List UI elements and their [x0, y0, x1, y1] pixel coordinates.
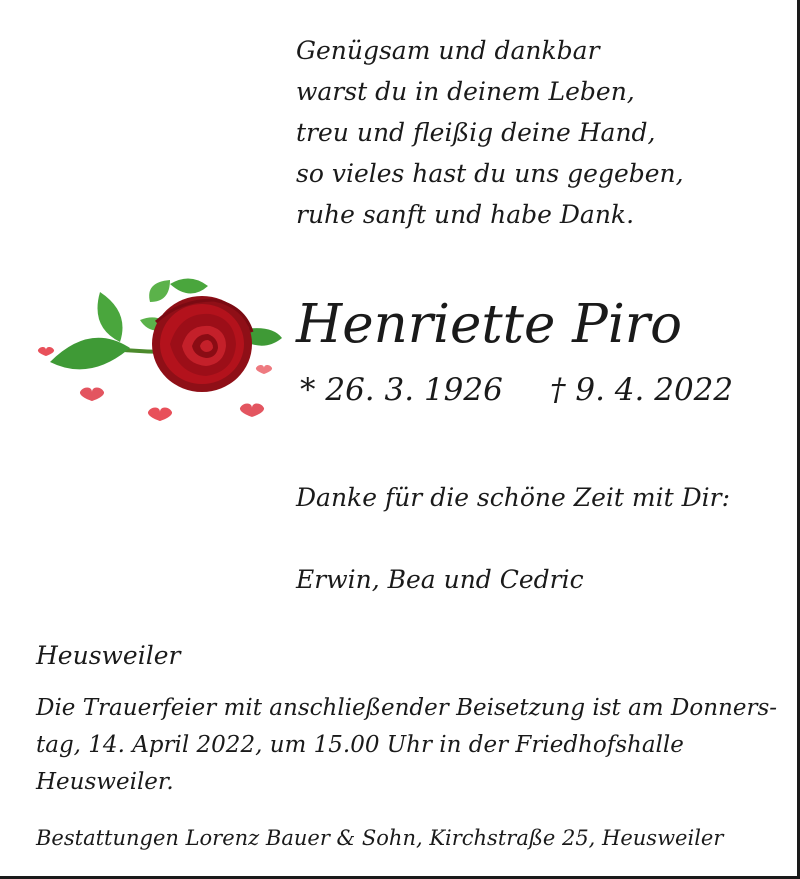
- heart-icon: [80, 388, 104, 402]
- poem-line: warst du in deinem Leben,: [296, 77, 635, 106]
- ceremony-line: Heusweiler.: [36, 769, 174, 795]
- place-name: Heusweiler: [36, 641, 181, 670]
- heart-icon: [38, 347, 54, 356]
- leaf: [149, 280, 170, 302]
- poem-line: treu und fleißig deine Hand,: [296, 118, 656, 147]
- life-dates: [300, 368, 733, 412]
- memorial-poem: [296, 30, 684, 235]
- birth-date: * 26. 3. 1926: [300, 372, 503, 408]
- ceremony-line: Die Trauerfeier mit anschließender Beisetzung ist am Donners-: [36, 695, 778, 721]
- leaf: [98, 292, 123, 342]
- leaf: [170, 278, 208, 293]
- undertaker-line: Bestattungen Lorenz Bauer & Sohn, Kirchstraße 25, Heusweiler: [36, 826, 724, 850]
- poem-line: so vieles hast du uns gegeben,: [296, 159, 684, 188]
- heart-icon: [256, 365, 272, 374]
- poem-line: ruhe sanft und habe Dank.: [296, 200, 635, 229]
- family-names: Erwin, Bea und Cedric: [296, 565, 584, 594]
- deceased-name: Henriette Piro: [296, 294, 683, 355]
- ceremony-line: tag, 14. April 2022, um 15.00 Uhr in der Friedhofshalle: [36, 732, 684, 758]
- death-date: † 9. 4. 2022: [550, 372, 734, 408]
- thanks-line: Danke für die schöne Zeit mit Dir:: [296, 483, 731, 512]
- rose-image: [30, 272, 290, 432]
- leaf: [50, 338, 130, 370]
- heart-icon: [148, 408, 172, 422]
- ceremony-text: [36, 690, 776, 801]
- poem-line: Genügsam und dankbar: [296, 36, 600, 65]
- heart-icon: [240, 404, 264, 418]
